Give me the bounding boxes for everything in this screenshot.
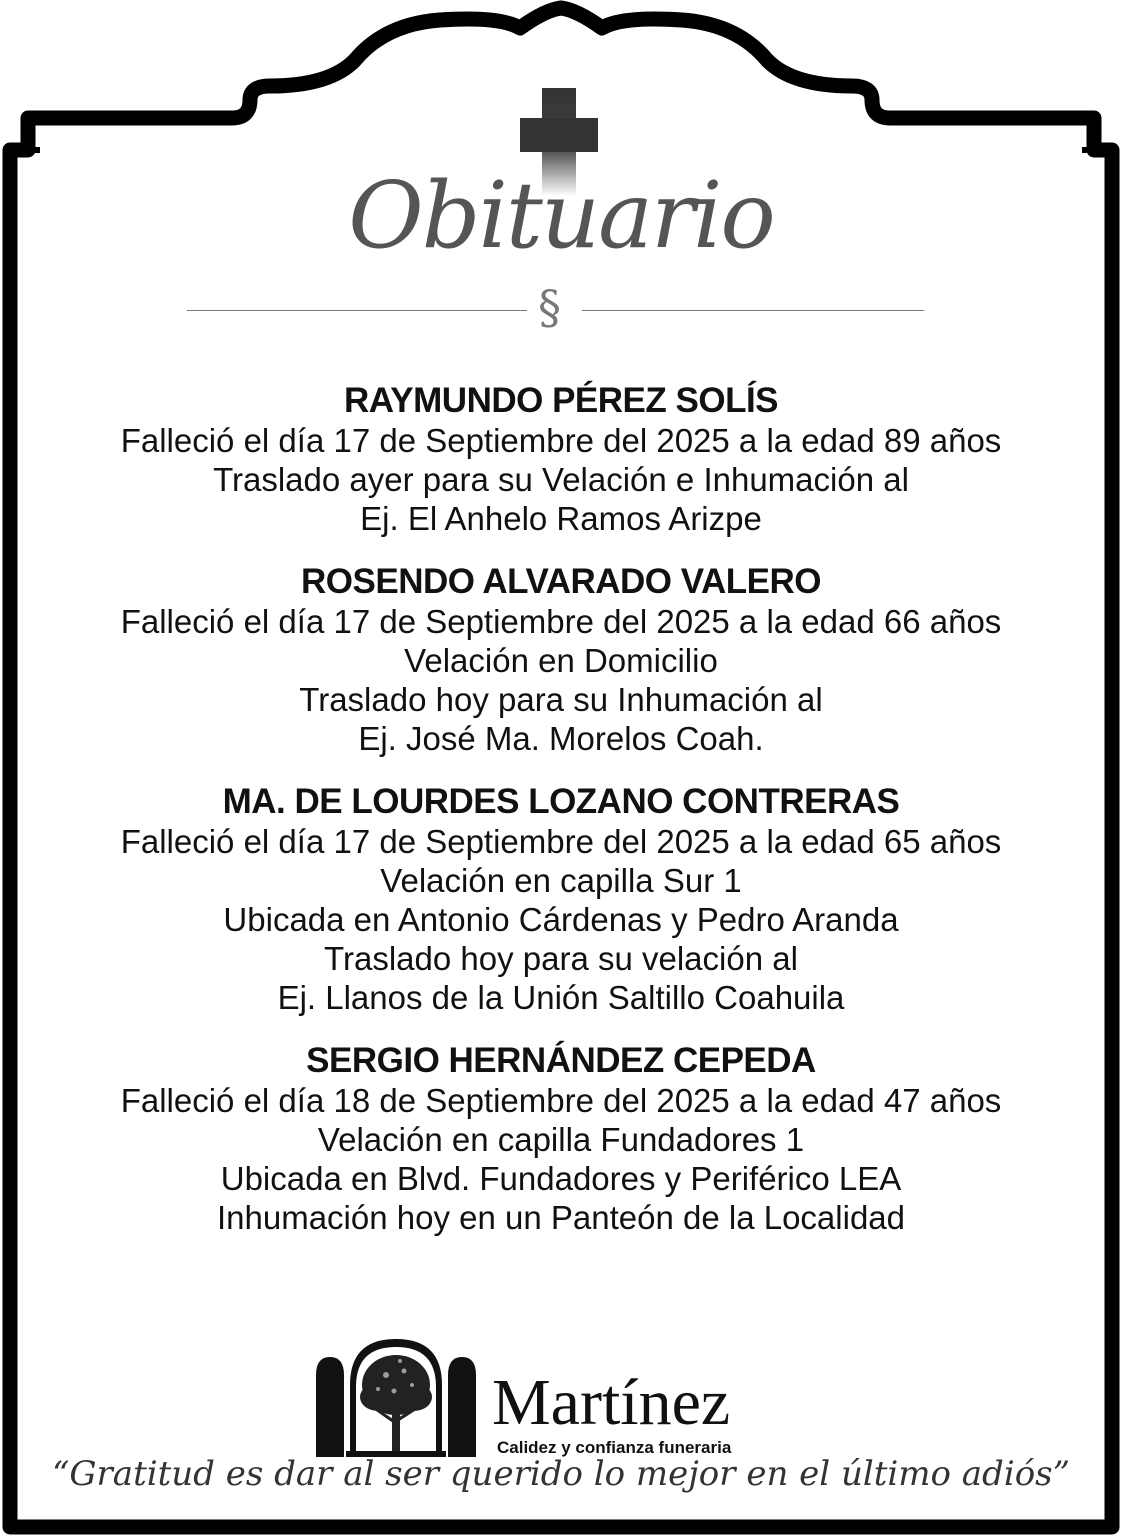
divider-right <box>582 310 924 311</box>
brand-tagline: Calidez y confianza funeraria <box>497 1438 732 1457</box>
entry-line: Falleció el día 17 de Septiembre del 2025 a la edad 65 años <box>120 823 1002 860</box>
entry-line: Velación en capilla Fundadores 1 <box>317 1121 805 1158</box>
page-title: Obituario <box>348 162 774 269</box>
obituary-entry <box>0 562 1122 758</box>
funeral-home-brand: Martínez <box>492 1366 731 1439</box>
obituary-entry <box>0 1041 1122 1237</box>
entry-line: Traslado hoy para su velación al <box>324 940 798 977</box>
entry-line: Ubicada en Antonio Cárdenas y Pedro Aranda <box>223 901 899 938</box>
entry-line: Traslado hoy para su Inhumación al <box>299 681 823 718</box>
entry-line: Inhumación hoy en un Panteón de la Localidad <box>216 1199 906 1236</box>
divider-left <box>187 310 527 311</box>
entry-line: Velación en Domicilio <box>404 642 718 679</box>
entry-line: Ej. El Anhelo Ramos Arizpe <box>360 500 762 537</box>
entry-line: Ej. Llanos de la Unión Saltillo Coahuila <box>277 979 845 1016</box>
entry-line: Falleció el día 17 de Septiembre del 2025 a la edad 89 años <box>120 422 1002 459</box>
obituary-list <box>0 381 1122 1261</box>
obituary-entry <box>0 782 1122 1017</box>
entry-line: Ej. José Ma. Morelos Coah. <box>358 720 764 757</box>
tree-arch-logo-icon <box>316 1335 476 1462</box>
deceased-name: SERGIO HERNÁNDEZ CEPEDA <box>306 1041 816 1080</box>
entry-line: Velación en capilla Sur 1 <box>380 862 742 899</box>
deceased-name: MA. DE LOURDES LOZANO CONTRERAS <box>222 782 900 821</box>
obituary-entry <box>0 381 1122 538</box>
deceased-name: ROSENDO ALVARADO VALERO <box>301 562 821 601</box>
entry-line: Falleció el día 18 de Septiembre del 2025 a la edad 47 años <box>120 1082 1002 1119</box>
entry-line: Falleció el día 17 de Septiembre del 2025 a la edad 66 años <box>120 603 1002 640</box>
deceased-name: RAYMUNDO PÉREZ SOLÍS <box>343 381 779 420</box>
footer-motto: “Gratitud es dar al ser querido lo mejor en el último adiós” <box>52 1454 1070 1494</box>
section-ornament-icon: § <box>538 280 561 334</box>
entry-line: Ubicada en Blvd. Fundadores y Periférico LEA <box>220 1160 902 1197</box>
entry-line: Traslado ayer para su Velación e Inhumación al <box>213 461 909 498</box>
